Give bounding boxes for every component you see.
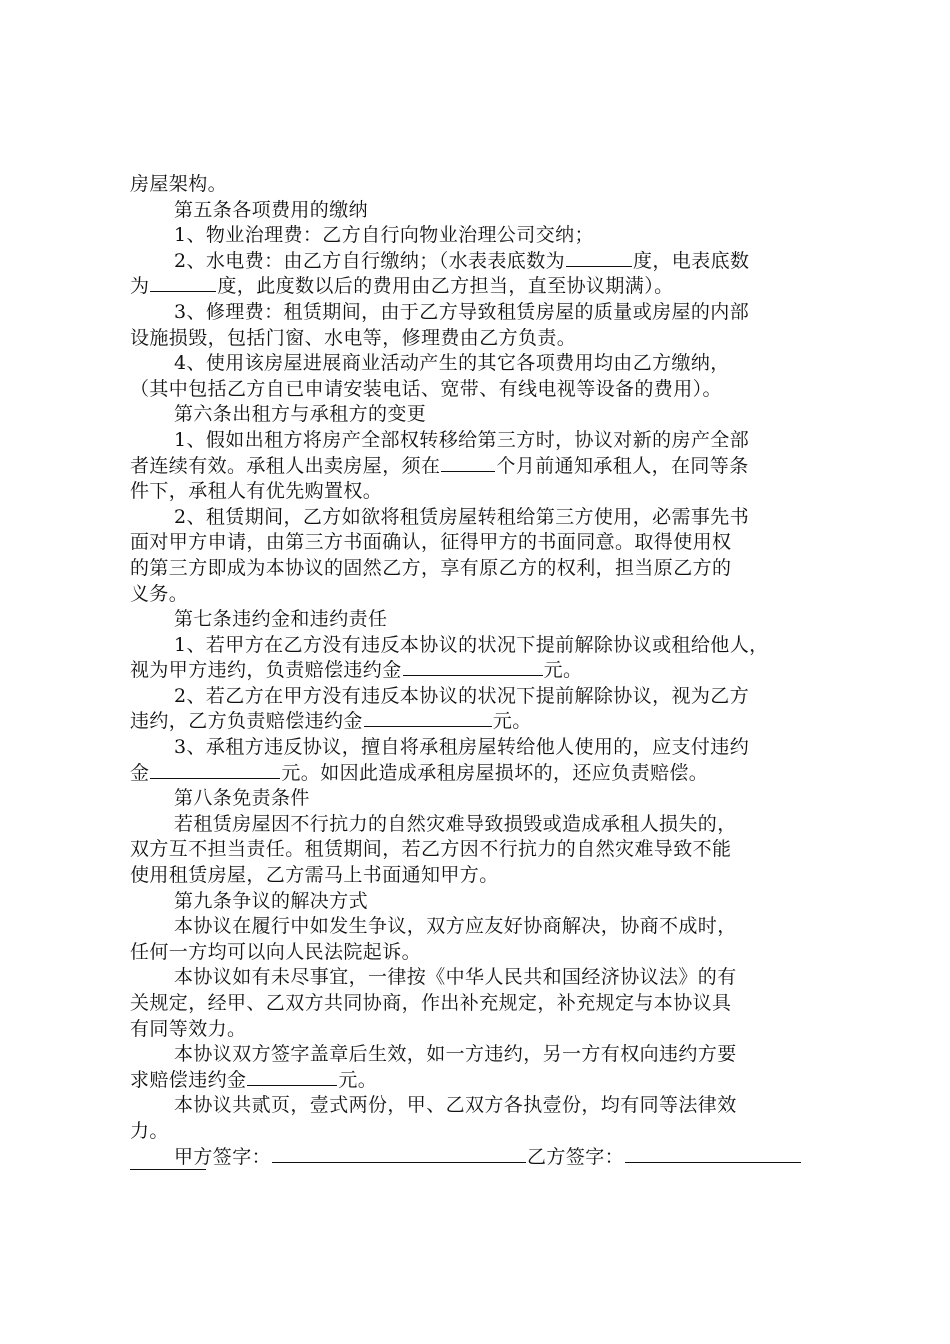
party-a-signature-field (272, 1145, 526, 1163)
section-heading: 第七条违约金和违约责任 (174, 608, 388, 631)
text-line: 本协议共贰页，壹式两份，甲、乙双方各执壹份，均有同等法律效 (174, 1094, 737, 1117)
text-fragment: 视为甲方违约，负责赔偿违约金 (130, 659, 402, 682)
text-line: 若租赁房屋因不行抗力的自然灾难导致损毁或造成承租人损失的， (174, 812, 737, 835)
text-fragment: 求赔偿违约金 (130, 1068, 247, 1091)
text-line (130, 658, 832, 684)
text-line: 1、若甲方在乙方没有违反本协议的状况下提前解除协议或租给他人， (174, 633, 769, 656)
text-line (130, 454, 832, 480)
blank-field (441, 454, 495, 472)
text-line: 力。 (130, 1119, 169, 1142)
text-fragment: 金 (130, 761, 150, 784)
text-fragment: 元。 (338, 1068, 378, 1091)
text-line: 房屋架构。 (130, 173, 228, 195)
text-line (130, 709, 832, 735)
text-line: 2、若乙方在甲方没有违反本协议的状况下提前解除协议，视为乙方 (174, 684, 750, 707)
blank-field (364, 709, 492, 727)
text-fragment: 2、水电费：由乙方自行缴纳；（水表表底数为 (174, 249, 565, 272)
text-fragment: 度，电表底数 (633, 249, 750, 272)
party-a-signature-label: 甲方签字： (174, 1145, 272, 1168)
blank-field (150, 761, 280, 779)
text-fragment: 元。如因此造成承租房屋损坏的，还应负责赔偿。 (281, 761, 709, 784)
text-line: 本协议如有未尽事宜，一律按《中华人民共和国经济协议法》的有 (174, 966, 737, 989)
text-line: 设施损毁，包括门窗、水电等，修理费由乙方负责。 (130, 326, 577, 349)
text-fragment: 为 (130, 275, 150, 298)
text-line: 面对甲方申请，由第三方书面确认，征得甲方的书面同意。取得使用权 (130, 531, 732, 554)
section-heading: 第九条争议的解决方式 (174, 889, 369, 912)
party-b-signature-label: 乙方签字： (527, 1145, 625, 1168)
blank-field (566, 249, 632, 267)
text-line (130, 274, 832, 300)
text-fragment: 元。 (492, 710, 532, 733)
text-line: 件下，承租人有优先购置权。 (130, 480, 383, 503)
text-line: 本协议双方签字盖章后生效，如一方违约，另一方有权向违约方要 (174, 1043, 737, 1066)
signature-line (130, 1145, 832, 1171)
blank-field (403, 658, 543, 676)
text-line (130, 1068, 832, 1094)
signature-continuation-line (130, 1169, 206, 1170)
text-line: 任何一方均可以向人民法院起诉。 (130, 940, 422, 963)
text-line: 的第三方即成为本协议的固然乙方，享有原乙方的权利，担当原乙方的 (130, 556, 732, 579)
text-line: 1、物业治理费：乙方自行向物业治理公司交纳； (174, 224, 594, 247)
text-line: 关规定，经甲、乙双方共同协商，作出补充规定，补充规定与本协议具 (130, 992, 732, 1014)
text-line: 3、承租方违反协议，擅自将承租房屋转给他人使用的，应支付违约 (174, 736, 750, 759)
contract-body (130, 172, 832, 1170)
text-line: 使用租赁房屋，乙方需马上书面通知甲方。 (130, 864, 499, 887)
text-line: 双方互不担当责任。租赁期间，若乙方因不行抗力的自然灾难导致不能 (130, 838, 732, 861)
text-fragment: 违约，乙方负责赔偿违约金 (130, 710, 363, 733)
text-fragment: 个月前通知承租人，在同等条 (496, 454, 749, 477)
text-fragment: 者连续有效。承租人出卖房屋，须在 (130, 454, 441, 477)
section-heading: 第五条各项费用的缴纳 (174, 198, 369, 221)
text-line (130, 761, 832, 787)
text-line: 4、使用该房屋进展商业活动产生的其它各项费用均由乙方缴纳， (174, 352, 730, 375)
text-line (130, 249, 832, 275)
text-line: 本协议在履行中如发生争议，双方应友好协商解决，协商不成时， (174, 915, 737, 938)
text-fragment: 度，此度数以后的费用由乙方担当，直至协议期满）。 (217, 275, 674, 298)
text-line: 1、假如出租方将房产全部权转移给第三方时，协议对新的房产全部 (174, 428, 750, 451)
blank-field (247, 1068, 337, 1086)
party-b-signature-field (625, 1145, 801, 1163)
blank-field (150, 274, 216, 292)
text-line: 2、租赁期间，乙方如欲将租赁房屋转租给第三方使用，必需事先书 (174, 505, 750, 528)
text-line: （其中包括乙方自已申请安装电话、宽带、有线电视等设备的费用）。 (130, 377, 722, 400)
section-heading: 第八条免责条件 (174, 787, 310, 810)
text-line: 义务。 (130, 582, 189, 605)
text-fragment: 元。 (543, 659, 583, 682)
text-line: 有同等效力。 (130, 1017, 247, 1040)
section-heading: 第六条出租方与承租方的变更 (174, 403, 427, 426)
text-line: 3、修理费：租赁期间，由于乙方导致租赁房屋的质量或房屋的内部 (174, 300, 750, 323)
